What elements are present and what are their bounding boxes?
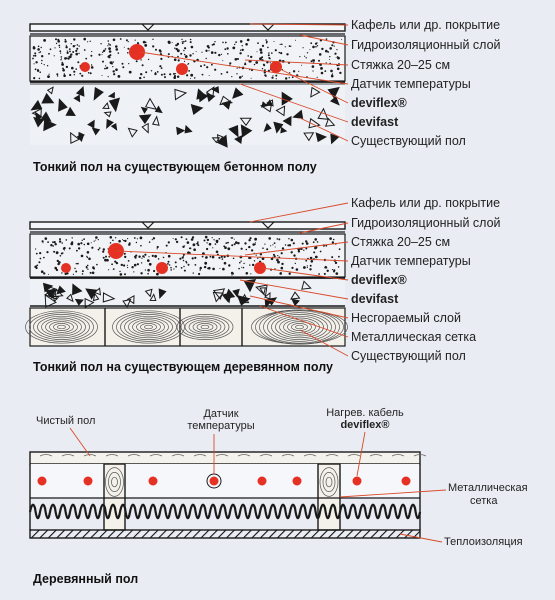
label-cable-line1: Нагрев. кабель	[326, 407, 404, 419]
label-deviflex-2: deviflex®	[351, 273, 407, 287]
label-waterproofing-1: Гидроизоляционный слой	[351, 38, 501, 52]
label-tile-covering-1: Кафель или др. покрытие	[351, 18, 501, 32]
heating-cable-dot-3-3	[210, 477, 219, 486]
label-devifast-1: devifast	[351, 115, 399, 129]
label-waterproofing-2: Гидроизоляционный слой	[351, 216, 501, 230]
tile-layer-2	[30, 222, 345, 229]
label-cable-line2: deviflex®	[340, 419, 390, 431]
heating-cable-dot-3-2	[149, 477, 158, 486]
heating-cable-dot-1-1	[80, 62, 90, 72]
label-devifast-2: devifast	[351, 292, 399, 306]
label-temp-sensor-1: Датчик температуры	[351, 77, 471, 91]
label-screed-1: Стяжка 20–25 см	[351, 58, 451, 72]
caption-wooden-subfloor: Тонкий пол на существующем деревянном полу	[33, 360, 333, 374]
heating-cable-dot-3-7	[402, 477, 411, 486]
label-sensor-line2: температуры	[187, 420, 255, 432]
label-temp-sensor-2: Датчик температуры	[351, 254, 471, 268]
heating-cable-dot-3-4	[258, 477, 267, 486]
label-insulation: Теплоизоляция	[444, 536, 523, 548]
heating-cable-dot-3-0	[38, 477, 47, 486]
insulation-wave	[30, 505, 420, 518]
label-fireproof-layer: Несгораемый слой	[351, 311, 461, 325]
hatched-base	[30, 530, 420, 538]
label-deviflex-1: deviflex®	[351, 96, 407, 110]
label-tile-covering-2: Кафель или др. покрытие	[351, 196, 501, 210]
heating-cable-dot-1-2	[176, 63, 188, 75]
heating-cable-dot-3-1	[84, 477, 93, 486]
label-screed-2: Стяжка 20–25 см	[351, 235, 451, 249]
leader-2-0	[250, 203, 348, 222]
label-existing-floor-2: Существующий пол	[351, 349, 466, 363]
label-metal-mesh-2: Металлическая сетка	[351, 330, 477, 344]
screed-layer-1	[30, 36, 345, 81]
heating-cable-dot-2-1	[61, 263, 71, 273]
diagram-wooden-floor	[30, 428, 446, 542]
label-clean-floor: Чистый пол	[36, 415, 96, 427]
label-sensor-line1: Датчик	[203, 408, 239, 420]
diagram-wooden-subfloor	[26, 203, 349, 356]
caption-wooden-floor: Деревянный пол	[33, 572, 139, 586]
screed-layer-2	[30, 234, 345, 277]
tile-layer-1	[30, 24, 345, 31]
caption-concrete-floor: Тонкий пол на существующем бетонном полу	[33, 160, 317, 174]
label-metal-mesh-3b: сетка	[470, 495, 498, 507]
diagram-concrete-floor	[30, 24, 348, 147]
heating-cable-dot-3-6	[353, 477, 362, 486]
label-existing-floor-1: Существующий пол	[351, 134, 466, 148]
label-metal-mesh-3a: Металлическая	[448, 482, 528, 494]
heating-cable-dot-3-5	[293, 477, 302, 486]
heating-cable-dot-2-2	[156, 262, 168, 274]
heating-cable-dot-1-3	[270, 61, 282, 73]
